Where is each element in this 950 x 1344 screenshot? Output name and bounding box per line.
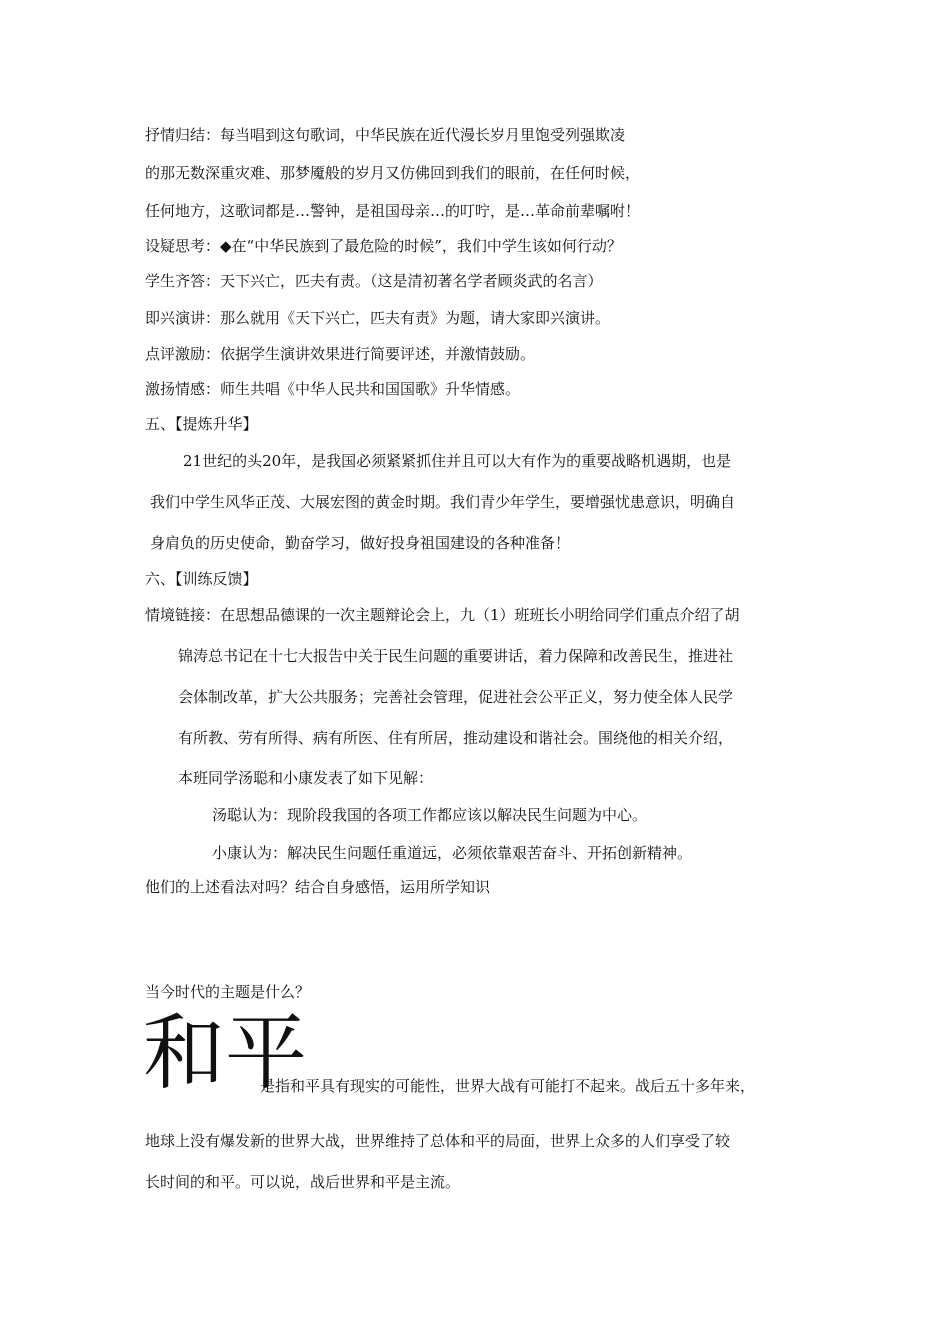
text-line-21: 他们的上述看法对吗？结合自身感悟，运用所学知识 (145, 878, 491, 896)
text-line-6: 即兴演讲：那么就用《天下兴亡，匹夫有责》为题，请大家即兴演讲。 (145, 309, 611, 327)
text-line-17: 有所教、劳有所得、病有所医、住有所居，推动建设和谐社会。围绕他的相关介绍， (178, 729, 734, 747)
text-line-20: 小康认为：解决民生问题任重道远，必须依靠艰苦奋斗、开拓创新精神。 (212, 844, 693, 862)
big-heading-peace: 和平 (143, 1006, 308, 1101)
question-line: 当今时代的主题是什么？ (145, 983, 311, 1001)
text-line-19: 汤聪认为：现阶段我国的各项工作都应该以解决民生问题为中心。 (212, 806, 648, 824)
text-line-7: 点评激励：依据学生演讲效果进行简要评述，并激情鼓励。 (145, 345, 536, 363)
section-heading-six: 六、【训练反馈】 (145, 570, 258, 588)
text-line-18: 本班同学汤聪和小康发表了如下见解： (178, 769, 434, 787)
text-line-14: 情境链接：在思想品德课的一次主题辩论会上，九（1）班班长小明给同学们重点介绍了胡 (145, 606, 740, 624)
text-line-3: 任何地方，这歌词都是…警钟，是祖国母亲…的叮咛，是…革命前辈嘱咐！ (145, 202, 641, 220)
text-line-5: 学生齐答：天下兴亡，匹夫有责。（这是清初著名学者顾炎武的名言） (145, 272, 603, 290)
text-line-2: 的那无数深重灾难、那梦魇般的岁月又仿佛回到我们的眼前，在任何时候， (145, 164, 641, 182)
text-line-1: 抒情归结：每当唱到这句歌词，中华民族在近代漫长岁月里饱受列强欺凌 (145, 126, 626, 144)
text-line-15: 锦涛总书记在十七大报告中关于民生问题的重要讲话，着力保障和改善民生，推进社 (178, 647, 734, 665)
text-line-23: 是指和平具有现实的可能性，世界大战有可能打不起来。战后五十多年来， (260, 1077, 756, 1095)
text-line-8: 激扬情感：师生共唱《中华人民共和国国歌》升华情感。 (145, 380, 521, 398)
text-line-4: 设疑思考：◆在“中华民族到了最危险的时候”，我们中学生该如何行动？ (145, 237, 622, 255)
text-line-10: 21世纪的头20年，是我国必须紧紧抓住并且可以大有作为的重要战略机遇期，也是 (183, 452, 732, 470)
text-line-12: 身肩负的历史使命，勤奋学习，做好投身祖国建设的各种准备！ (150, 534, 571, 552)
section-heading-five: 五、【提炼升华】 (145, 415, 258, 433)
text-line-24: 地球上没有爆发新的世界大战，世界维持了总体和平的局面，世界上众多的人们享受了较 (145, 1132, 731, 1150)
text-line-11: 我们中学生风华正茂、大展宏图的黄金时期。我们青少年学生，要增强忧患意识，明确自 (150, 493, 736, 511)
text-line-16: 会体制改革，扩大公共服务；完善社会管理，促进社会公平正义，努力使全体人民学 (178, 688, 734, 706)
text-line-25: 长时间的和平。可以说，战后世界和平是主流。 (145, 1173, 461, 1191)
